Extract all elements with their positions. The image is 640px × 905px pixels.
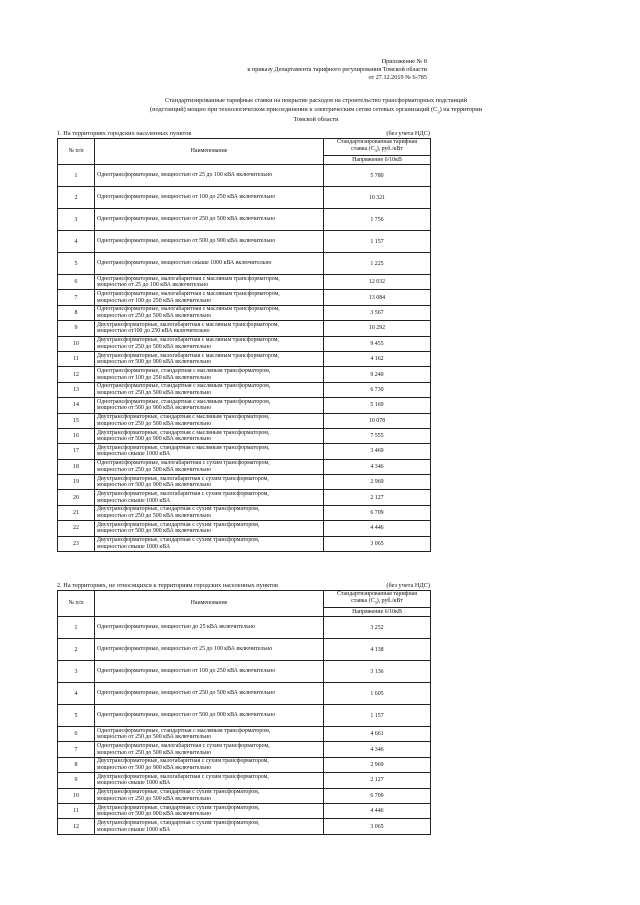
row-name-line: Однотрансформаторные, стандартная с масляным трансформатором,: [97, 398, 271, 405]
row-name-line: мощностью от 500 до 900 кВА включительно: [97, 359, 212, 366]
row-name-line: Однотрансформаторные, малогабаритная с масляным трансформатором,: [97, 290, 280, 297]
row-number: 9: [58, 773, 95, 788]
row-rate-value: 7 555: [324, 428, 431, 443]
row-name-line: Однотрансформаторные, малогабаритная с масляным трансформатором,: [97, 275, 280, 282]
row-name-line: мощностью от 250 до 500 кВА включительно: [97, 466, 212, 473]
row-name-line: Однотрансформаторные, стандартная с масляным трансформатором,: [97, 367, 271, 374]
row-name-line: Двухтрансформаторные, стандартная с сухим трансформатором,: [97, 789, 260, 796]
column-rate: Стандартизированная тарифная ставка $(С_3)$, руб./кВт: [324, 139, 431, 156]
row-name-line: Двухтрансформаторные, малогабаритная с масляным трансформатором,: [97, 321, 279, 328]
row-name-line: Двухтрансформаторные, малогабаритная с сухим трансформатором,: [97, 758, 269, 765]
row-name-line: мощностью от 500 до 900 кВА включительно: [97, 405, 212, 412]
row-name: [95, 819, 324, 834]
row-number: 1: [58, 617, 95, 639]
section2-title: 2. На территориях, не относящихся к территориям городских населенных пунктов: [57, 582, 278, 589]
row-rate-value: 1 605: [324, 683, 431, 705]
table-row: [58, 231, 431, 253]
row-rate-value: 4 346: [324, 742, 431, 757]
row-number: 8: [58, 757, 95, 772]
row-name-line: Двухтрансформаторные, стандартная с масляным трансформатором,: [97, 444, 270, 451]
row-rate-value: 3 065: [324, 819, 431, 834]
row-name: [95, 382, 324, 397]
row-number: 11: [58, 803, 95, 818]
table-row: [58, 187, 431, 209]
section1-heading: [57, 130, 430, 138]
row-name: [95, 444, 324, 459]
row-name: [95, 536, 324, 551]
row-rate-value: 6 709: [324, 788, 431, 803]
row-number: 4: [58, 231, 95, 253]
table-row: [58, 819, 431, 834]
row-rate-value: 1 756: [324, 209, 431, 231]
row-name-line: Двухтрансформаторные, стандартная с масляным трансформатором,: [97, 429, 270, 436]
row-name: [95, 253, 324, 275]
table-row: [58, 475, 431, 490]
row-number: 5: [58, 253, 95, 275]
row-number: 7: [58, 742, 95, 757]
section2-note: (без учета НДС): [386, 582, 430, 589]
table-row: [58, 444, 431, 459]
row-name-line: Однотрансформаторные, мощностью от 25 до 100 кВА включительно: [97, 646, 273, 653]
row-rate-value: 9 455: [324, 336, 431, 351]
row-rate-value: 6 730: [324, 382, 431, 397]
row-number: 18: [58, 459, 95, 474]
title-line-3: Томской области: [293, 116, 339, 124]
row-number: 4: [58, 683, 95, 705]
row-name-line: Однотрансформаторные, мощностью от 500 до 900 кВА включительно: [97, 712, 276, 719]
row-name: [95, 757, 324, 772]
row-name-line: Однотрансформаторные, мощностью от 250 до 500 кВА включительно: [97, 216, 276, 223]
row-number: 16: [58, 428, 95, 443]
table-row: [58, 727, 431, 742]
row-number: 17: [58, 444, 95, 459]
row-name-line: Однотрансформаторные, малогабаритная с сухим трансформатором,: [97, 460, 270, 467]
row-rate-value: 13 084: [324, 290, 431, 305]
table-row: [58, 428, 431, 443]
row-rate-value: 4 346: [324, 459, 431, 474]
row-rate-value: 12 032: [324, 275, 431, 290]
column-voltage: Напряжение 6/10кВ: [324, 156, 431, 165]
row-name: [95, 290, 324, 305]
row-rate-value: 2 969: [324, 475, 431, 490]
row-name-line: Однотрансформаторные, стандартная с масляным трансформатором,: [97, 727, 271, 734]
row-name-line: мощностью от100 до 250 кВА включительно: [97, 328, 210, 335]
row-name-line: Двухтрансформаторные, стандартная с сухим трансформатором,: [97, 521, 260, 528]
row-name-line: Двухтрансформаторные, стандартная с сухим трансформатором,: [97, 819, 260, 826]
column-name: Наименование: [95, 139, 324, 165]
table-row: [58, 803, 431, 818]
row-rate-value: 10 292: [324, 321, 431, 336]
row-name: [95, 803, 324, 818]
row-name: [95, 742, 324, 757]
row-name: [95, 727, 324, 742]
table-row: [58, 398, 431, 413]
appendix-order: к приказу Департамента тарифного регулирования Томской области: [247, 66, 427, 73]
title-line-2: (подстанций) мощно при технологическом присоединении к электрическим сетям сетевых организаций $(С_3)$ на территории: [150, 105, 482, 114]
row-name-line: мощностью от 100 до 250 кВА включительно: [97, 374, 212, 381]
row-name-line: мощностью от 250 до 500 кВА включительно: [97, 749, 212, 756]
row-name-line: Двухтрансформаторные, малогабаритная с сухим трансформатором,: [97, 773, 269, 780]
row-name-line: мощностью от 500 до 900 кВА включительно: [97, 764, 212, 771]
column-num: № п/п: [58, 591, 95, 617]
section1-table: [57, 138, 431, 552]
row-number: 9: [58, 321, 95, 336]
row-name-line: мощностью от 500 до 900 кВА включительно: [97, 811, 212, 818]
row-name: [95, 617, 324, 639]
table-row: [58, 617, 431, 639]
row-rate-value: 6 709: [324, 505, 431, 520]
table-row: [58, 705, 431, 727]
row-name: [95, 773, 324, 788]
row-name-line: Однотрансформаторные, мощностью от 500 до 900 кВА включительно: [97, 238, 276, 245]
row-name-line: Двухтрансформаторные, стандартная с масляным трансформатором,: [97, 414, 270, 421]
row-number: 8: [58, 305, 95, 320]
row-name: [95, 209, 324, 231]
row-name-line: Однотрансформаторные, мощностью от 100 до 250 кВА включительно: [97, 668, 276, 675]
column-voltage: Напряжение 6/10кВ: [324, 608, 431, 617]
row-name-line: мощностью свыше 1000 кВА: [97, 543, 171, 550]
row-name-line: Однотрансформаторные, мощностью до 25 кВА включительно: [97, 624, 255, 631]
row-name-line: Двухтрансформаторные, малогабаритная с сухим трансформатором,: [97, 491, 269, 498]
row-rate-value: 3 252: [324, 617, 431, 639]
row-name-line: Однотрансформаторные, мощностью от 250 до 500 кВА включительно: [97, 690, 276, 697]
row-name: [95, 505, 324, 520]
row-name: [95, 413, 324, 428]
row-name: [95, 187, 324, 209]
row-name-line: мощностью свыше 1000 кВА: [97, 780, 171, 787]
table-row: [58, 639, 431, 661]
row-name-line: Двухтрансформаторные, малогабаритная с масляным трансформатором,: [97, 337, 279, 344]
row-name: [95, 490, 324, 505]
row-name-line: мощностью от 250 до 500 кВА включительно: [97, 343, 212, 350]
row-name-line: Однотрансформаторные, мощностью от 100 до 250 кВА включительно: [97, 194, 276, 201]
row-number: 21: [58, 505, 95, 520]
row-name-line: мощностью от 100 до 250 кВА включительно: [97, 297, 212, 304]
table-row: [58, 661, 431, 683]
row-rate-value: 3 065: [324, 536, 431, 551]
row-number: 14: [58, 398, 95, 413]
row-number: 6: [58, 275, 95, 290]
row-rate-value: 4 661: [324, 727, 431, 742]
row-name: [95, 351, 324, 366]
row-rate-value: 5 169: [324, 398, 431, 413]
table-row: [58, 742, 431, 757]
table-row: [58, 367, 431, 382]
row-rate-value: 4 446: [324, 521, 431, 536]
row-name: [95, 305, 324, 320]
row-rate-value: 3 136: [324, 661, 431, 683]
row-number: 2: [58, 187, 95, 209]
section1-note: (без учета НДС): [386, 130, 430, 137]
row-name-line: Двухтрансформаторные, стандартная с сухим трансформатором,: [97, 506, 260, 513]
table-row: [58, 490, 431, 505]
row-name-line: мощностью свыше 1000 кВА: [97, 451, 171, 458]
table-row: [58, 321, 431, 336]
row-rate-value: 10 321: [324, 187, 431, 209]
section2-heading: [57, 582, 430, 590]
row-name: [95, 705, 324, 727]
document-title: [60, 97, 572, 125]
row-number: 10: [58, 788, 95, 803]
section2-table: [57, 590, 431, 835]
row-number: 23: [58, 536, 95, 551]
row-number: 3: [58, 661, 95, 683]
row-name-line: Двухтрансформаторные, стандартная с сухим трансформатором,: [97, 537, 260, 544]
row-name: [95, 475, 324, 490]
row-name-line: мощностью от 500 до 900 кВА включительно: [97, 482, 212, 489]
row-rate-value: 3 567: [324, 305, 431, 320]
table-row: [58, 505, 431, 520]
row-number: 22: [58, 521, 95, 536]
table-row: [58, 459, 431, 474]
row-number: 1: [58, 165, 95, 187]
row-number: 12: [58, 367, 95, 382]
row-name-line: мощностью от 250 до 500 кВА включительно: [97, 312, 212, 319]
row-number: 5: [58, 705, 95, 727]
row-name-line: мощностью от 250 до 500 кВА включительно: [97, 795, 212, 802]
table-row: [58, 275, 431, 290]
row-rate-value: 4 162: [324, 351, 431, 366]
section1-title: 1. На территориях городских населенных пунктов: [57, 130, 192, 137]
column-rate: Стандартизированная тарифная ставка $(С_3)$, руб./кВт: [324, 591, 431, 608]
row-name: [95, 398, 324, 413]
row-number: 13: [58, 382, 95, 397]
table-row: [58, 382, 431, 397]
row-name-line: Однотрансформаторные, малогабаритная с масляным трансформатором,: [97, 306, 280, 313]
row-name-line: Однотрансформаторные, стандартная с масляным трансформатором,: [97, 383, 271, 390]
row-rate-value: 3 469: [324, 444, 431, 459]
row-name-line: мощностью свыше 1000 кВА: [97, 497, 171, 504]
table-row: [58, 521, 431, 536]
row-rate-value: 2 127: [324, 490, 431, 505]
table-row: [58, 253, 431, 275]
row-number: 10: [58, 336, 95, 351]
table-row: [58, 757, 431, 772]
row-rate-value: 2 969: [324, 757, 431, 772]
row-rate-value: 2 127: [324, 773, 431, 788]
column-num: № п/п: [58, 139, 95, 165]
row-name-line: мощностью от 250 до 500 кВА включительно: [97, 389, 212, 396]
row-name: [95, 231, 324, 253]
row-number: 19: [58, 475, 95, 490]
row-number: 3: [58, 209, 95, 231]
row-name: [95, 165, 324, 187]
row-name: [95, 683, 324, 705]
row-name: [95, 275, 324, 290]
row-name: [95, 459, 324, 474]
row-name-line: мощностью от 500 до 900 кВА включительно: [97, 436, 212, 443]
row-rate-value: 9 240: [324, 367, 431, 382]
row-name-line: Двухтрансформаторные, малогабаритная с масляным трансформатором,: [97, 352, 279, 359]
table-row: [58, 351, 431, 366]
row-name-line: мощностью от 25 до 100 кВА включительно: [97, 282, 209, 289]
title-line-1: Стандартизированные тарифные ставки на покрытие расходов на строительство трансформаторных подстанций: [164, 97, 468, 104]
table-row: [58, 290, 431, 305]
row-name-line: Двухтрансформаторные, стандартная с сухим трансформатором,: [97, 804, 260, 811]
appendix-number: Приложение № 8: [381, 58, 427, 65]
row-number: 7: [58, 290, 95, 305]
row-number: 11: [58, 351, 95, 366]
row-name-line: мощностью от 250 до 500 кВА включительно: [97, 420, 212, 427]
row-rate-value: 1 157: [324, 705, 431, 727]
row-number: 6: [58, 727, 95, 742]
row-rate-value: 1 157: [324, 231, 431, 253]
table-row: [58, 683, 431, 705]
table-row: [58, 305, 431, 320]
row-name-line: Однотрансформаторные, мощностью от 25 до 100 кВА включительно: [97, 172, 273, 179]
row-name: [95, 367, 324, 382]
row-name-line: Однотрансформаторные, малогабаритная с сухим трансформатором,: [97, 742, 270, 749]
appendix-date: от 27.12.2019 № 6-785: [368, 74, 427, 81]
row-name-line: мощностью от 500 до 900 кВА включительно: [97, 528, 212, 535]
row-name: [95, 428, 324, 443]
row-rate-value: 4 138: [324, 639, 431, 661]
row-rate-value: 5 780: [324, 165, 431, 187]
row-rate-value: 10 078: [324, 413, 431, 428]
row-name: [95, 521, 324, 536]
row-number: 15: [58, 413, 95, 428]
row-name: [95, 639, 324, 661]
table-row: [58, 413, 431, 428]
row-name: [95, 788, 324, 803]
row-number: 12: [58, 819, 95, 834]
table-row: [58, 209, 431, 231]
table-row: [58, 536, 431, 551]
row-name-line: мощностью от 250 до 500 кВА включительно: [97, 513, 212, 520]
row-name-line: Двухтрансформаторные, малогабаритная с сухим трансформатором,: [97, 475, 269, 482]
row-number: 2: [58, 639, 95, 661]
table-row: [58, 165, 431, 187]
table-row: [58, 336, 431, 351]
row-number: 20: [58, 490, 95, 505]
row-name-line: мощностью от 250 до 500 кВА включительно: [97, 734, 212, 741]
column-name: Наименование: [95, 591, 324, 617]
row-name-line: мощностью свыше 1000 кВА: [97, 826, 171, 833]
row-name: [95, 661, 324, 683]
row-rate-value: 1 225: [324, 253, 431, 275]
appendix-header: [247, 58, 427, 82]
row-name: [95, 321, 324, 336]
row-name-line: Однотрансформаторные, мощностью свыше 1000 кВА включительно: [97, 260, 272, 267]
table-row: [58, 773, 431, 788]
row-rate-value: 4 446: [324, 803, 431, 818]
table-row: [58, 788, 431, 803]
row-name: [95, 336, 324, 351]
